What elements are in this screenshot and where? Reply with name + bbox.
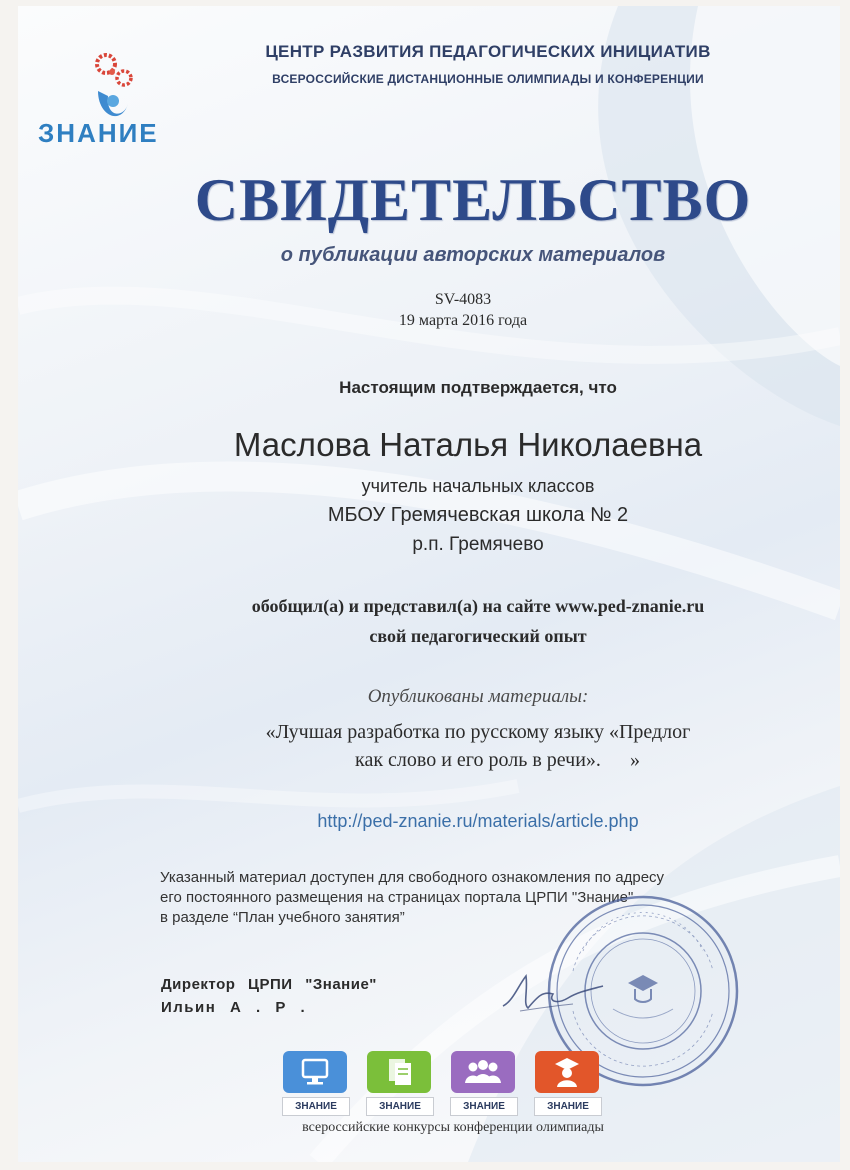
tile-label: ЗНАНИЕ (282, 1097, 350, 1116)
footer-caption: всероссийские конкурсы конференции олимпиады (302, 1120, 604, 1135)
organization-name: ЦЕНТР РАЗВИТИЯ ПЕДАГОГИЧЕСКИХ ИНИЦИАТИВ (265, 42, 711, 61)
tile-label: ЗНАНИЕ (366, 1097, 434, 1116)
tile-label: ЗНАНИЕ (534, 1097, 602, 1116)
tile-monitor (283, 1051, 347, 1093)
graduate-icon (535, 1051, 599, 1093)
certificate-number: SV-4083 (434, 291, 492, 308)
summary-line-2: свой педагогический опыт (369, 626, 587, 646)
recipient-school: МБОУ Гремячевская школа № 2 (327, 504, 629, 526)
work-title-line-2: как слово и его роль в речи». (355, 749, 601, 771)
director-name: Ильин А . Р . (161, 999, 307, 1016)
signature-icon (498, 966, 608, 1026)
documents-icon (367, 1051, 431, 1093)
note-line-2: его постоянного размещения на страницах портала ЦРПИ "Знание" (160, 889, 634, 906)
tile-documents (367, 1051, 431, 1093)
certificate-sheet (18, 6, 840, 1162)
tile-graduate (535, 1051, 599, 1093)
footer-tiles (283, 1051, 613, 1121)
people-icon (451, 1051, 515, 1093)
logo-text: ЗНАНИЕ (38, 118, 159, 148)
published-label: Опубликованы материалы: (367, 686, 589, 707)
recipient-position: учитель начальных классов (361, 476, 595, 496)
tile-people (451, 1051, 515, 1093)
tile-label: ЗНАНИЕ (450, 1097, 518, 1116)
certificate-subtitle: о публикации авторских материалов (280, 244, 666, 266)
recipient-town: р.п. Гремячево (412, 534, 544, 555)
work-title-close-quote: » (630, 749, 640, 771)
confirm-text: Настоящим подтверждается, что (339, 378, 617, 397)
monitor-icon (283, 1051, 347, 1093)
director-title: Директор ЦРПИ "Знание" (161, 976, 377, 993)
note-line-3: в разделе “План учебного занятия” (160, 909, 405, 926)
note-line-1: Указанный материал доступен для свободного ознакомления по адресу (160, 869, 665, 886)
summary-line-1: обобщил(а) и представил(а) на сайте www.ped-znanie.ru (251, 596, 705, 616)
work-title-line-1: «Лучшая разработка по русскому языку «Предлог (265, 721, 691, 743)
organization-subtitle: ВСЕРОССИЙСКИЕ ДИСТАНЦИОННЫЕ ОЛИМПИАДЫ И КОНФЕРЕНЦИИ (272, 72, 704, 86)
recipient-name: Маслова Наталья Николаевна (233, 426, 703, 463)
certificate-date: 19 марта 2016 года (398, 312, 528, 329)
article-url[interactable]: http://ped-znanie.ru/materials/article.php (317, 811, 639, 831)
certificate-title: СВИДЕТЕЛЬСТВО (194, 167, 752, 233)
